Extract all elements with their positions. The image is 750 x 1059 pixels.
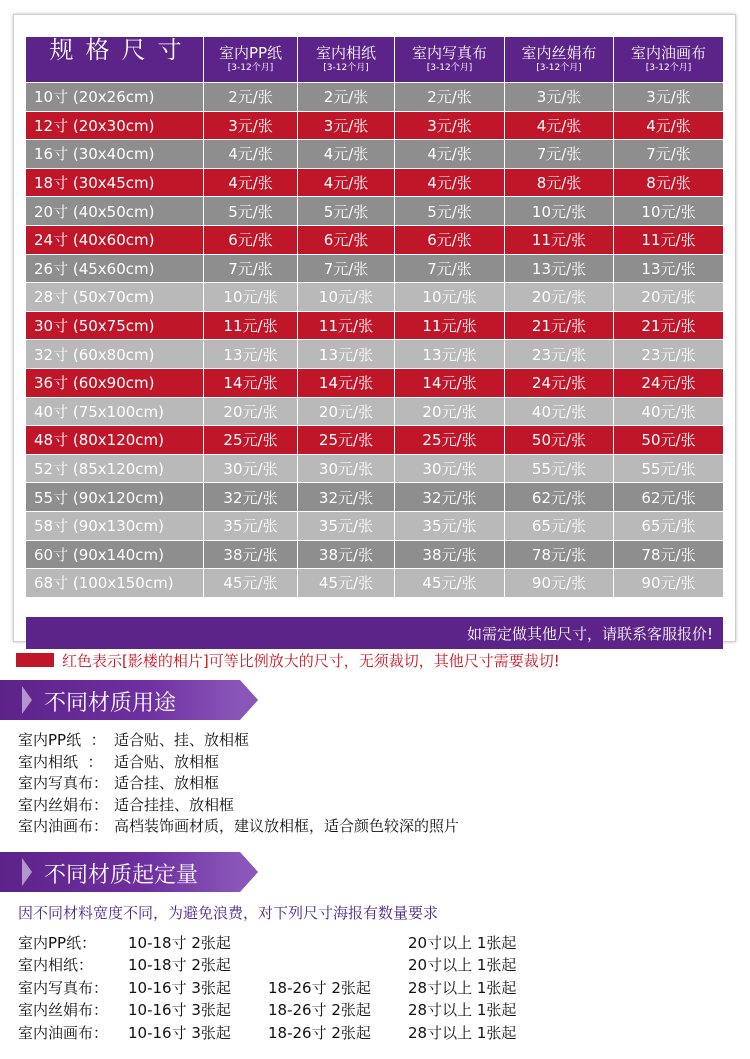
header-sub: [3-12个月] — [645, 62, 692, 73]
list-item — [18, 977, 548, 999]
canvas-print-price: 10元/张 — [395, 283, 505, 312]
pp-paper-price: 4元/张 — [204, 169, 298, 198]
oil-canvas-price: 10元/张 — [614, 197, 723, 226]
pp-paper-price: 3元/张 — [204, 112, 298, 141]
photo-paper-price: 35元/张 — [298, 512, 395, 541]
photo-paper-price: 6元/张 — [298, 226, 395, 255]
size-cell: 40寸 (75x100cm) — [26, 398, 204, 427]
list-item — [18, 1022, 548, 1044]
min-qty-medium: 18-26寸 2张起 — [268, 1023, 371, 1042]
min-qty-medium: 18-26寸 2张起 — [268, 978, 371, 997]
table-row — [26, 169, 723, 198]
table-row — [26, 483, 723, 512]
table-row — [26, 226, 723, 255]
size-cell: 18寸 (30x45cm) — [26, 169, 204, 198]
table-body — [26, 83, 723, 598]
chevron-icon — [22, 858, 32, 886]
pp-paper-price: 4元/张 — [204, 140, 298, 169]
header-sub: [3-12个月] — [426, 62, 473, 73]
material-name: 室内PP纸 ： — [18, 731, 106, 749]
header-size — [26, 37, 204, 83]
photo-paper-price: 30元/张 — [298, 455, 395, 484]
material-name: 室内写真布： — [18, 774, 109, 792]
table-row — [26, 312, 723, 341]
table-row — [26, 426, 723, 455]
header-label: 室内PP纸 — [218, 44, 283, 63]
silk-cloth-price: 21元/张 — [505, 312, 614, 341]
size-cell: 20寸 (40x50cm) — [26, 197, 204, 226]
material-use: 适合挂挂、放相框 — [114, 795, 235, 814]
silk-cloth-price: 8元/张 — [505, 169, 614, 198]
header-sub: [3-12个月] — [536, 62, 582, 73]
table-row — [26, 340, 723, 369]
canvas-print-price: 7元/张 — [395, 255, 505, 284]
canvas-print-price: 38元/张 — [395, 541, 505, 570]
table-row — [26, 369, 723, 398]
silk-cloth-price: 90元/张 — [505, 569, 614, 598]
canvas-print-price: 13元/张 — [395, 340, 505, 369]
header-label: 室内写真布 — [411, 44, 487, 63]
pp-paper-price: 25元/张 — [204, 426, 298, 455]
pp-paper-price: 10元/张 — [204, 283, 298, 312]
pp-paper-price: 6元/张 — [204, 226, 298, 255]
size-cell: 12寸 (20x30cm) — [26, 112, 204, 141]
pp-paper-price: 13元/张 — [204, 340, 298, 369]
photo-paper-price: 32元/张 — [298, 483, 395, 512]
silk-cloth-price: 50元/张 — [505, 426, 614, 455]
list-item — [18, 999, 548, 1021]
header-size-label: 规格尺寸 — [49, 36, 194, 64]
silk-cloth-price: 4元/张 — [505, 112, 614, 141]
silk-cloth-price: 3元/张 — [505, 83, 614, 112]
note-text: 红色表示[影楼的相片]可等比例放大的尺寸，无须裁切，其他尺寸需要裁切! — [62, 651, 560, 670]
header-sub: [3-12个月] — [323, 62, 369, 73]
header-label: 室内油画布 — [630, 44, 706, 63]
silk-cloth-price: 13元/张 — [505, 255, 614, 284]
oil-canvas-price: 4元/张 — [614, 112, 723, 141]
material-name: 室内相纸 ： — [18, 752, 103, 771]
size-cell: 24寸 (40x60cm) — [26, 226, 204, 255]
oil-canvas-price: 65元/张 — [614, 512, 723, 541]
canvas-print-price: 6元/张 — [395, 226, 505, 255]
silk-cloth-price: 55元/张 — [505, 455, 614, 484]
min-qty-small: 10-16寸 3张起 — [128, 1023, 231, 1042]
silk-cloth-price: 40元/张 — [505, 398, 614, 427]
photo-paper-price: 10元/张 — [298, 283, 395, 312]
photo-paper-price: 7元/张 — [298, 255, 395, 284]
footer-text: 如需定做其他尺寸，请联系客服报价! — [466, 624, 713, 643]
pp-paper-price: 11元/张 — [204, 312, 298, 341]
min-qty-large: 28寸以上 1张起 — [408, 978, 517, 997]
pp-paper-price: 2元/张 — [204, 83, 298, 112]
red-legend-swatch — [16, 653, 54, 667]
pp-paper-price: 38元/张 — [204, 541, 298, 570]
photo-paper-price: 45元/张 — [298, 569, 395, 598]
photo-paper-price: 38元/张 — [298, 541, 395, 570]
chevron-icon — [22, 686, 32, 714]
section-banner-quantity — [0, 852, 262, 892]
section-banner-uses — [0, 680, 262, 720]
min-qty-large: 28寸以上 1张起 — [408, 1001, 517, 1020]
oil-canvas-price: 90元/张 — [614, 569, 723, 598]
canvas-print-price: 25元/张 — [395, 426, 505, 455]
oil-canvas-price: 7元/张 — [614, 140, 723, 169]
header-silk-cloth — [505, 37, 614, 83]
photo-paper-price: 3元/张 — [298, 112, 395, 141]
list-item — [18, 752, 459, 774]
silk-cloth-price: 7元/张 — [505, 140, 614, 169]
photo-paper-price: 13元/张 — [298, 340, 395, 369]
pp-paper-price: 5元/张 — [204, 197, 298, 226]
table-row — [26, 83, 723, 112]
silk-cloth-price: 23元/张 — [505, 340, 614, 369]
header-photo-paper — [298, 37, 395, 83]
table-row — [26, 255, 723, 284]
material-name: 室内丝娟布： — [18, 795, 109, 814]
canvas-print-price: 4元/张 — [395, 169, 505, 198]
silk-cloth-price: 20元/张 — [505, 283, 614, 312]
min-qty-small: 10-18寸 2张起 — [128, 956, 231, 975]
header-oil-canvas — [614, 37, 723, 83]
canvas-print-price: 3元/张 — [395, 112, 505, 141]
table-row — [26, 398, 723, 427]
oil-canvas-price: 62元/张 — [614, 483, 723, 512]
size-cell: 10寸 (20x26cm) — [26, 83, 204, 112]
header-canvas-print — [395, 37, 505, 83]
min-qty-large: 20寸以上 1张起 — [408, 934, 517, 952]
material-use: 适合贴、挂、放相框 — [114, 731, 250, 749]
table-row — [26, 140, 723, 169]
silk-cloth-price: 24元/张 — [505, 369, 614, 398]
oil-canvas-price: 8元/张 — [614, 169, 723, 198]
min-qty-large: 20寸以上 1张起 — [408, 956, 517, 975]
silk-cloth-price: 11元/张 — [505, 226, 614, 255]
header-pp-paper — [204, 37, 298, 83]
photo-paper-price: 20元/张 — [298, 398, 395, 427]
oil-canvas-price: 78元/张 — [614, 541, 723, 570]
pp-paper-price: 7元/张 — [204, 255, 298, 284]
material-name: 室内油画布： — [18, 817, 109, 835]
canvas-print-price: 35元/张 — [395, 512, 505, 541]
pp-paper-price: 30元/张 — [204, 455, 298, 484]
material-name: 室内写真布： — [18, 978, 109, 997]
table-header-row — [26, 37, 723, 83]
list-item — [18, 730, 459, 752]
photo-paper-price: 5元/张 — [298, 197, 395, 226]
list-item — [18, 773, 459, 795]
oil-canvas-price: 50元/张 — [614, 426, 723, 455]
table-row — [26, 197, 723, 226]
canvas-print-price: 14元/张 — [395, 369, 505, 398]
header-sub: [3-12个月] — [227, 62, 274, 73]
uses-list — [18, 730, 459, 838]
oil-canvas-price: 40元/张 — [614, 398, 723, 427]
size-cell: 36寸 (60x90cm) — [26, 369, 204, 398]
silk-cloth-price: 10元/张 — [505, 197, 614, 226]
canvas-print-price: 4元/张 — [395, 140, 505, 169]
canvas-print-price: 32元/张 — [395, 483, 505, 512]
list-item — [18, 932, 548, 954]
oil-canvas-price: 20元/张 — [614, 283, 723, 312]
material-name: 室内相纸： — [18, 956, 94, 975]
photo-paper-price: 4元/张 — [298, 140, 395, 169]
min-qty-small: 10-16寸 3张起 — [128, 978, 231, 997]
list-item — [18, 954, 548, 976]
size-cell: 26寸 (45x60cm) — [26, 255, 204, 284]
oil-canvas-price: 23元/张 — [614, 340, 723, 369]
size-cell: 60寸 (90x140cm) — [26, 541, 204, 570]
material-name: 室内PP纸： — [18, 934, 97, 952]
size-cell: 28寸 (50x70cm) — [26, 283, 204, 312]
photo-paper-price: 4元/张 — [298, 169, 395, 198]
oil-canvas-price: 21元/张 — [614, 312, 723, 341]
size-cell: 30寸 (50x75cm) — [26, 312, 204, 341]
canvas-print-price: 30元/张 — [395, 455, 505, 484]
photo-paper-price: 25元/张 — [298, 426, 395, 455]
canvas-print-price: 20元/张 — [395, 398, 505, 427]
min-qty-large: 28寸以上 1张起 — [408, 1023, 517, 1042]
photo-paper-price: 11元/张 — [298, 312, 395, 341]
oil-canvas-price: 13元/张 — [614, 255, 723, 284]
canvas-print-price: 5元/张 — [395, 197, 505, 226]
pp-paper-price: 14元/张 — [204, 369, 298, 398]
table-row — [26, 112, 723, 141]
min-qty-medium — [268, 954, 408, 976]
section-title: 不同材质起定量 — [44, 863, 199, 888]
quantity-notice — [18, 902, 438, 923]
notice-text: 因不同材料宽度不同，为避免浪费，对下列尺寸海报有数量要求 — [18, 904, 439, 922]
pp-paper-price: 32元/张 — [204, 483, 298, 512]
size-cell: 58寸 (90x130cm) — [26, 512, 204, 541]
photo-paper-price: 2元/张 — [298, 83, 395, 112]
silk-cloth-price: 62元/张 — [505, 483, 614, 512]
canvas-print-price: 2元/张 — [395, 83, 505, 112]
table-footer — [26, 617, 723, 649]
list-item — [18, 816, 459, 838]
oil-canvas-price: 24元/张 — [614, 369, 723, 398]
min-qty-medium: 18-26寸 2张起 — [268, 1001, 371, 1020]
table-row — [26, 283, 723, 312]
silk-cloth-price: 78元/张 — [505, 541, 614, 570]
pp-paper-price: 20元/张 — [204, 398, 298, 427]
size-cell: 48寸 (80x120cm) — [26, 426, 204, 455]
size-cell: 52寸 (85x120cm) — [26, 455, 204, 484]
table-row — [26, 512, 723, 541]
canvas-print-price: 11元/张 — [395, 312, 505, 341]
oil-canvas-price: 55元/张 — [614, 455, 723, 484]
table-row — [26, 569, 723, 598]
oil-canvas-price: 3元/张 — [614, 83, 723, 112]
material-name: 室内丝娟布： — [18, 1001, 109, 1020]
canvas-print-price: 45元/张 — [395, 569, 505, 598]
material-name: 室内油画布： — [18, 1023, 109, 1042]
pp-paper-price: 35元/张 — [204, 512, 298, 541]
price-table — [26, 37, 723, 598]
material-use: 适合挂、放相框 — [114, 774, 220, 792]
pp-paper-price: 45元/张 — [204, 569, 298, 598]
section-title: 不同材质用途 — [44, 691, 177, 716]
min-qty-medium — [268, 932, 408, 954]
material-use: 适合贴、放相框 — [114, 752, 220, 771]
color-note — [16, 650, 560, 670]
size-cell: 68寸 (100x150cm) — [26, 569, 204, 598]
price-table-frame — [13, 14, 736, 642]
size-cell: 32寸 (60x80cm) — [26, 340, 204, 369]
oil-canvas-price: 11元/张 — [614, 226, 723, 255]
material-use: 高档装饰画材质，建议放相框，适合颜色较深的照片 — [114, 817, 460, 835]
size-cell: 16寸 (30x40cm) — [26, 140, 204, 169]
table-row — [26, 455, 723, 484]
quantity-table — [18, 932, 548, 1044]
photo-paper-price: 14元/张 — [298, 369, 395, 398]
min-qty-small: 10-16寸 3张起 — [128, 1001, 231, 1020]
size-cell: 55寸 (90x120cm) — [26, 483, 204, 512]
list-item — [18, 795, 459, 817]
min-qty-small: 10-18寸 2张起 — [128, 934, 231, 952]
silk-cloth-price: 65元/张 — [505, 512, 614, 541]
header-label: 室内丝娟布 — [521, 44, 597, 63]
header-label: 室内相纸 — [315, 44, 376, 63]
table-row — [26, 541, 723, 570]
